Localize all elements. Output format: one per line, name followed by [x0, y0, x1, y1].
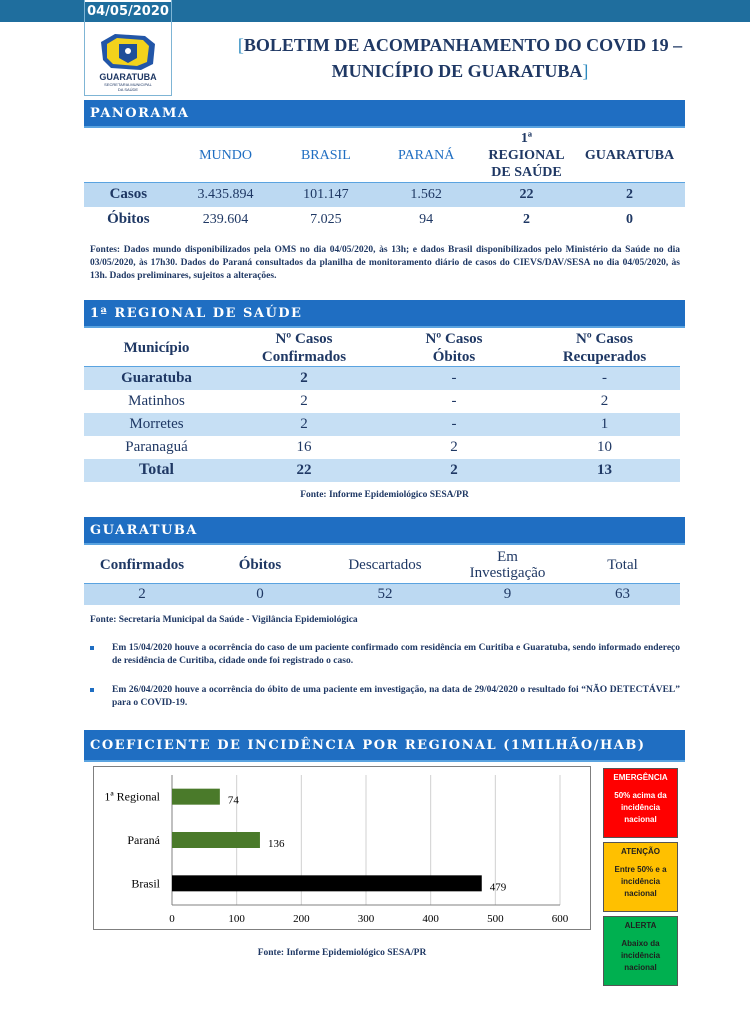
bar [172, 875, 482, 891]
category-label: Paraná [127, 833, 160, 847]
report-title: [BOLETIM DE ACOMPANHAMENTO DO COVID 19 – MUNICÍPIO DE GUARATUBA] [237, 35, 683, 81]
col-g-obitos: Óbitos [238, 556, 282, 573]
x-tick-label: 0 [169, 913, 175, 925]
x-tick-label: 100 [228, 913, 245, 925]
logo-subtext-2: DA SAÚDE [117, 87, 139, 92]
col-g-total: Total [607, 556, 638, 573]
col-g-confirmados: Confirmados [99, 556, 185, 573]
logo-text: GUARATUBA [99, 72, 157, 82]
section-regional-title: 1ª REGIONAL DE SAÚDE [84, 300, 685, 328]
incidence-chart-svg [94, 767, 592, 931]
alert-emergency: EMERGÊNCIA 50% acima da incidência nacional [603, 768, 678, 838]
data-label: 136 [267, 838, 285, 850]
x-tick-label: 400 [422, 913, 439, 925]
col-brasil: BRASIL [300, 147, 351, 163]
table-row: Guaratuba 2 - - [84, 367, 680, 390]
alert-attention: ATENÇÃO Entre 50% e a incidência nacional [603, 842, 678, 912]
bullet-icon [90, 646, 94, 650]
x-tick-label: 500 [487, 913, 504, 925]
incidence-chart [93, 766, 591, 930]
header-logo-box [84, 0, 172, 96]
table-row: Matinhos 2 - 2 [128, 392, 609, 409]
regional-source: Fonte: Informe Epidemiológico SESA/PR [300, 490, 469, 500]
section-incidence-title: COEFICIENTE DE INCIDÊNCIA POR REGIONAL (1MILHÃO/HAB) [84, 730, 685, 762]
category-label: Brasil [131, 876, 160, 891]
title-line-2: MUNICÍPIO DE GUARATUBA [331, 61, 583, 81]
category-label: 1ª Regional [104, 789, 160, 804]
bullet-item-2: Em 26/04/2020 houve a ocorrência do óbito de uma paciente em investigação, na data de 29/04/2020 o resultado foi “NÃO DETECTÁVEL” para o COVID-19. [90, 684, 680, 710]
panorama-note: Fontes: Dados mundo disponibilizados pela OMS no dia 04/05/2020, às 13h; e dados Brasil disponibilizados pelo Ministério da Saúde no dia 03/05/2020, às 17h30. Dados do Paraná consultados da planilha de monitoramento diário de casos do CIEVS/DAV/SESA no dia 04/05/2020, às 13h. Dados preliminares, sujeitos a alterações. [90, 245, 680, 281]
table-row-total: Total 22 2 13 [84, 459, 680, 482]
guaratuba-table [84, 547, 680, 605]
panorama-table [84, 130, 685, 232]
title-line-1: BOLETIM DE ACOMPANHAMENTO DO COVID 19 – [243, 35, 683, 55]
col-regional: 1ª REGIONAL DE SAÚDE [488, 131, 565, 181]
alert-low: ALERTA Abaixo da incidência nacional [603, 916, 678, 986]
regional-table [84, 330, 680, 482]
table-row: Paranaguá 16 2 10 [125, 438, 612, 455]
data-label: 74 [227, 794, 239, 807]
table-row: Óbitos 239.604 7.025 94 2 0 [107, 211, 634, 227]
x-tick-label: 600 [551, 913, 569, 925]
section-panorama-title: PANORAMA [84, 100, 685, 128]
col-recuperados: Nº Casos Recuperados [562, 331, 647, 365]
bar [172, 789, 220, 805]
col-municipio: Município [123, 340, 190, 356]
section-guaratuba-title: GUARATUBA [84, 517, 685, 545]
col-parana: PARANÁ [398, 147, 455, 163]
col-mundo: MUNDO [199, 147, 252, 163]
table-row: 2 0 52 9 63 [84, 583, 680, 605]
table-row: Casos 3.435.894 101.147 1.562 22 2 [84, 182, 685, 207]
table-row: Morretes 2 - 1 [84, 413, 680, 436]
guaratuba-logo [97, 30, 159, 92]
bar [172, 832, 260, 848]
guaratuba-source: Fonte: Secretaria Municipal da Saúde - Vigilância Epidemiológica [90, 615, 358, 625]
col-confirmados: Nº Casos Confirmados [261, 331, 347, 365]
x-tick-label: 300 [357, 913, 375, 925]
x-tick-label: 200 [293, 913, 310, 925]
col-g-descartados: Descartados [348, 556, 422, 573]
bullet-item-1: Em 15/04/2020 houve a ocorrência do caso de um paciente confirmado com residência em Curitiba e Guaratuba, sendo informado endereço de residência de Curitiba, cidade onde foi registrado o caso. [90, 642, 680, 668]
bullet-icon [90, 688, 94, 692]
col-guaratuba: GUARATUBA [584, 147, 675, 163]
report-date: 04/05/2020 [85, 2, 171, 22]
incidence-source: Fonte: Informe Epidemiológico SESA/PR [257, 948, 427, 958]
logo-subtext-1: SECRETARIA MUNICIPAL [104, 82, 152, 87]
col-obitos: Nº Casos Óbitos [425, 331, 483, 365]
col-g-investigacao: Em Investigação [469, 548, 546, 581]
data-label: 479 [489, 881, 507, 894]
